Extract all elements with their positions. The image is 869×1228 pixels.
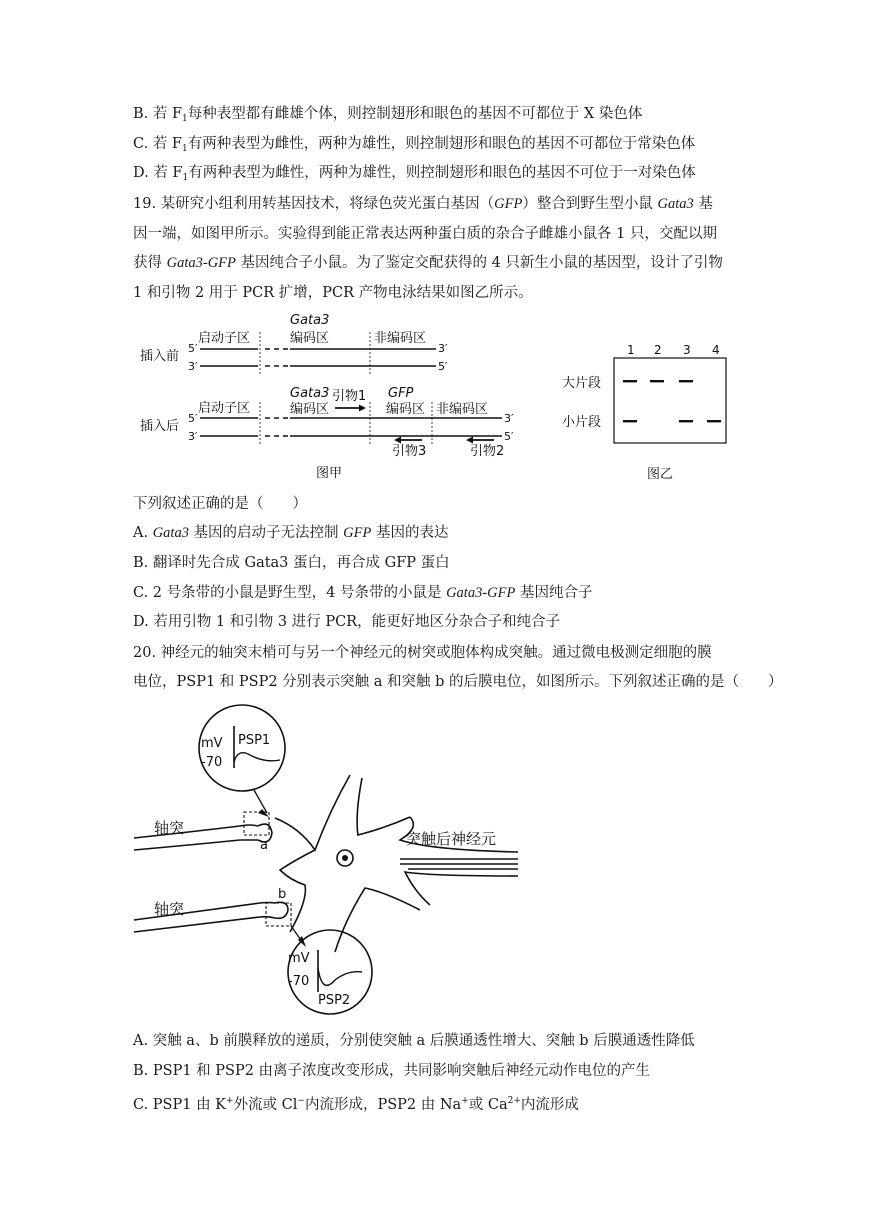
lane-label-4: 4 [712, 343, 720, 357]
label-primer1: 引物1 [332, 389, 367, 404]
label-gata3-2: Gata3 [290, 386, 330, 401]
label-5p-a: 5′ [188, 342, 198, 355]
q20-stem-line1: 20. 神经元的轴突末梢可与另一个神经元的树突或胞体构成突触。通过微电极测定细胞的膜 [133, 645, 712, 661]
label-noncoding-2: 非编码区 [436, 402, 489, 417]
q20-stem-line2: 电位，PSP1 和 PSP2 分别表示突触 a 和突触 b 的后膜电位，如图所示。下列叙述正确的是（ ） [133, 674, 783, 690]
q19-option-a: A. Gata3 基因的启动子无法控制 GFP 基因的表达 [133, 525, 449, 541]
label-3p-a: 3′ [188, 360, 198, 373]
label-3p-d: 3′ [504, 412, 514, 425]
label-coding-1: 编码区 [290, 331, 330, 346]
q19-option-c: C. 2 号条带的小鼠是野生型，4 号条带的小鼠是 Gata3-GFP 基因纯合子 [133, 585, 593, 601]
q19-option-d: D. 若用引物 1 和引物 3 进行 PCR，能更好地区分杂合子和纯合子 [133, 614, 561, 630]
label-primer3: 引物3 [392, 444, 427, 459]
big-band-lane-2 [650, 380, 664, 382]
psp1-v70-label: -70 [201, 755, 223, 770]
label-after: 插入后 [140, 419, 180, 434]
label-coding-3: 编码区 [386, 402, 426, 417]
q19-stem-line3: 获得 Gata3-GFP 基因纯合子小鼠。为了鉴定交配获得的 4 只新生小鼠的基因型，设计了引物 [133, 255, 723, 271]
small-band-lane-4 [707, 420, 721, 422]
label-coding-2: 编码区 [290, 402, 330, 417]
label-3p-c: 3′ [188, 430, 198, 443]
small-band-lane-1 [623, 420, 637, 422]
q19-stem-line4: 1 和引物 2 用于 PCR 扩增，PCR 产物电泳结果如图乙所示。 [133, 285, 533, 301]
label-before: 插入前 [140, 349, 180, 364]
postsynaptic-neuron-label: 突触后神经元 [406, 830, 497, 848]
label-promoter-1: 启动子区 [198, 331, 251, 346]
q19-stem-line2: 因一端，如图甲所示。实验得到能正常表达两种蛋白质的杂合子雌雄小鼠各 1 只，交配以期 [133, 226, 717, 242]
psp2-label: PSP2 [318, 993, 351, 1008]
psp1-mv-label: mV [201, 736, 223, 751]
neuron-figure [130, 700, 530, 1022]
axon-label-b: 轴突 [154, 900, 185, 918]
q20-option-a: A. 突触 a、b 前膜释放的递质，分别使突触 a 后膜通透性增大、突触 b 后膜通透性降低 [133, 1033, 695, 1049]
big-band-lane-3 [679, 380, 693, 382]
label-5p-d: 5′ [504, 430, 514, 443]
label-small-fragment: 小片段 [562, 415, 602, 430]
q18-option-c: C. 若 $F_1$有两种表型为雌性，两种为雄性，则控制翅形和眼色的基因不可都位于常染色体 [133, 136, 696, 154]
figure-yi [560, 338, 740, 484]
label-5p-b: 5′ [438, 360, 448, 373]
caption-jia: 图甲 [316, 466, 343, 481]
label-promoter-2: 启动子区 [198, 401, 251, 416]
psp1-label: PSP1 [238, 733, 271, 748]
q19-stem-line1: 19. 某研究小组利用转基因技术，将绿色荧光蛋白基因（GFP）整合到野生型小鼠 Gata3 基 [133, 196, 713, 212]
label-big-fragment: 大片段 [562, 376, 602, 391]
psp2-v70-label: -70 [288, 974, 310, 989]
q20-option-c: C. PSP1 由 K+外流或 Cl−内流形成，PSP2 由 Na+或 $Ca^{2+}$内流形成 [133, 1096, 579, 1113]
small-band-lane-3 [679, 420, 693, 422]
psp2-mv-label: mV [288, 951, 310, 966]
synapse-a-label: a [260, 838, 268, 853]
caption-yi: 图乙 [647, 467, 674, 482]
q19-question: 下列叙述正确的是（ ） [133, 496, 307, 512]
q20-option-b: B. PSP1 和 PSP2 由离子浓度改变形成，共同影响突触后神经元动作电位的产生 [133, 1063, 651, 1079]
label-gfp: GFP [388, 386, 414, 401]
q18-option-b: B. 若 $F_1$每种表型都有雌雄个体，则控制翅形和眼色的基因不可都位于 X 染色体 [133, 106, 643, 124]
synapse-b-label: b [278, 887, 287, 902]
label-5p-c: 5′ [188, 412, 198, 425]
label-primer2: 引物2 [470, 444, 505, 459]
gel-frame [614, 358, 726, 443]
lane-label-1: 1 [627, 343, 635, 357]
lane-label-2: 2 [654, 343, 662, 357]
axon-label-a: 轴突 [154, 819, 185, 837]
big-band-lane-1 [623, 380, 637, 382]
q19-option-b: B. 翻译时先合成 Gata3 蛋白，再合成 GFP 蛋白 [133, 555, 450, 571]
label-gata3-1: Gata3 [290, 313, 330, 328]
figure-jia [130, 312, 530, 484]
lane-label-3: 3 [683, 343, 691, 357]
label-noncoding-1: 非编码区 [374, 331, 427, 346]
label-3p-b: 3′ [438, 342, 448, 355]
q18-option-d: D. 若 $F_1$有两种表型为雌性，两种为雄性，则控制翅形和眼色的基因不可位于一对染色体 [133, 165, 696, 183]
